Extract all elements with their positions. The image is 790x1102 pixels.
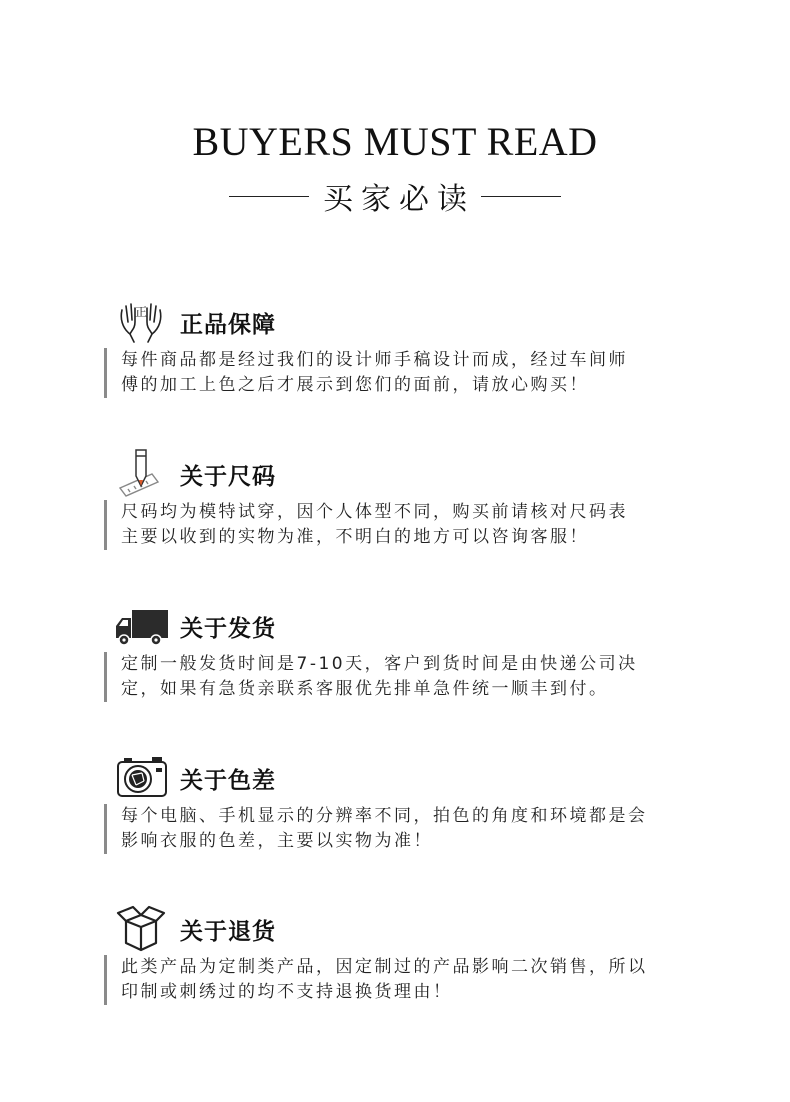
page-title: BUYERS MUST READ [192,119,598,164]
hands-genuine-icon [112,296,170,346]
section-returns [104,903,724,1005]
section-heading: 关于退货 [180,919,276,945]
section-body [104,500,724,550]
delivery-truck-icon [112,600,170,650]
body-line: 尺码均为模特试穿，因个人体型不同，购买前请核对尺码表 [121,502,628,522]
left-divider [229,196,309,197]
section-body [104,652,724,702]
section-body [104,348,724,398]
body-line: 定，如果有急货亲联系客服优先排单急件统一顺丰到付。 [121,679,609,699]
section-heading: 关于发货 [180,616,276,642]
section-header [104,752,724,804]
section-size [104,448,724,550]
body-line: 每个电脑、手机显示的分辨率不同，拍色的角度和环境都是会 [121,806,648,826]
page-subtitle: 买家必读 [323,182,475,217]
pencil-ruler-icon [112,448,170,498]
section-heading: 关于色差 [180,768,276,794]
body-line: 此类产品为定制类产品，因定制过的产品影响二次销售，所以 [121,957,648,977]
section-heading: 正品保障 [180,312,276,338]
body-line: 印制或刺绣过的均不支持退换货理由！ [121,982,453,1002]
icon-glyph: 正 [134,305,148,319]
body-line: 定制一般发货时间是7-10天，客户到货时间是由快递公司决 [121,654,638,674]
section-header [104,903,724,955]
section-heading: 关于尺码 [180,464,276,490]
body-line: 每件商品都是经过我们的设计师手稿设计而成，经过车间师 [121,350,628,370]
section-body [104,955,724,1005]
section-genuine [104,296,724,398]
section-shipping [104,600,724,702]
body-line: 影响衣服的色差，主要以实物为准！ [121,831,433,851]
camera-icon [112,752,170,802]
body-line: 傅的加工上色之后才展示到您们的面前，请放心购买！ [121,375,589,395]
package-box-icon [112,903,170,953]
body-line: 主要以收到的实物为准，不明白的地方可以咨询客服！ [121,527,589,547]
right-divider [481,196,561,197]
section-body [104,804,724,854]
subtitle-row [0,174,790,218]
section-header [104,600,724,652]
section-header [104,296,724,348]
section-header [104,448,724,500]
section-color [104,752,724,854]
